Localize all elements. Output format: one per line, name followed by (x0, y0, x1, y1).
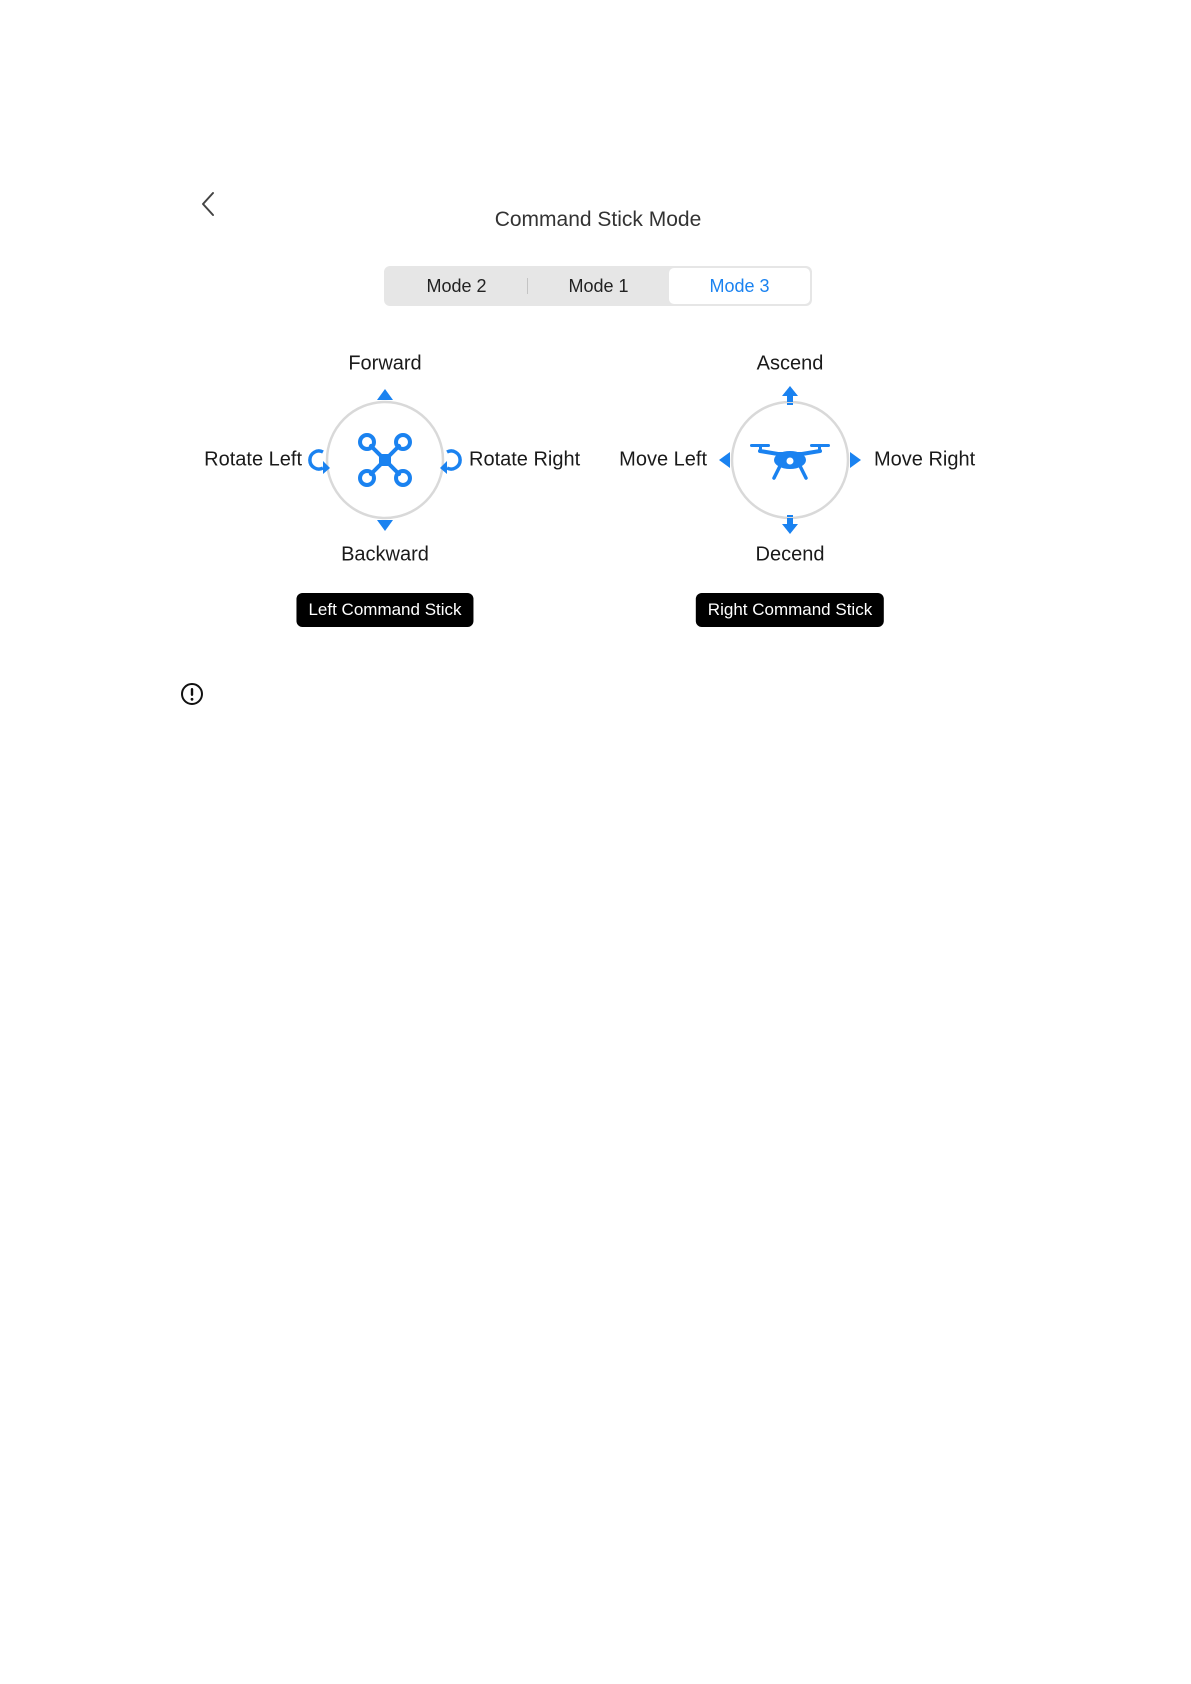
back-button[interactable] (194, 190, 222, 218)
mode-segmented-control (384, 266, 812, 306)
arrow-right-icon (850, 452, 861, 468)
left-stick-left-label: Rotate Left (204, 448, 302, 471)
right-stick-right-label: Move Right (874, 448, 976, 471)
left-stick-down-label: Backward (341, 543, 429, 566)
quadcopter-top-view-icon (360, 435, 410, 485)
arrow-left-icon (719, 452, 730, 468)
left-stick-up-label: Forward (348, 352, 422, 375)
right-stick-left-label: Move Left (619, 448, 707, 471)
page-title: Command Stick Mode (494, 208, 702, 231)
tab-mode-1[interactable]: Mode 1 (568, 275, 629, 296)
left-stick-right-label: Rotate Right (469, 448, 581, 471)
left-command-stick-badge: Left Command Stick (296, 593, 473, 627)
exclamation-circle-icon (180, 682, 204, 706)
arrow-up-icon (377, 389, 393, 400)
right-stick-up-label: Ascend (756, 352, 824, 375)
tab-mode-3[interactable]: Mode 3 (669, 268, 810, 304)
right-stick-diagram (710, 380, 870, 540)
right-command-stick-badge: Right Command Stick (696, 593, 884, 627)
left-stick-diagram (305, 380, 465, 540)
quadcopter-front-view-icon (750, 444, 830, 478)
tab-mode-2[interactable]: Mode 2 (426, 275, 487, 296)
right-stick-down-label: Decend (755, 543, 825, 566)
arrow-down-icon (377, 520, 393, 531)
chevron-left-icon (200, 191, 216, 217)
